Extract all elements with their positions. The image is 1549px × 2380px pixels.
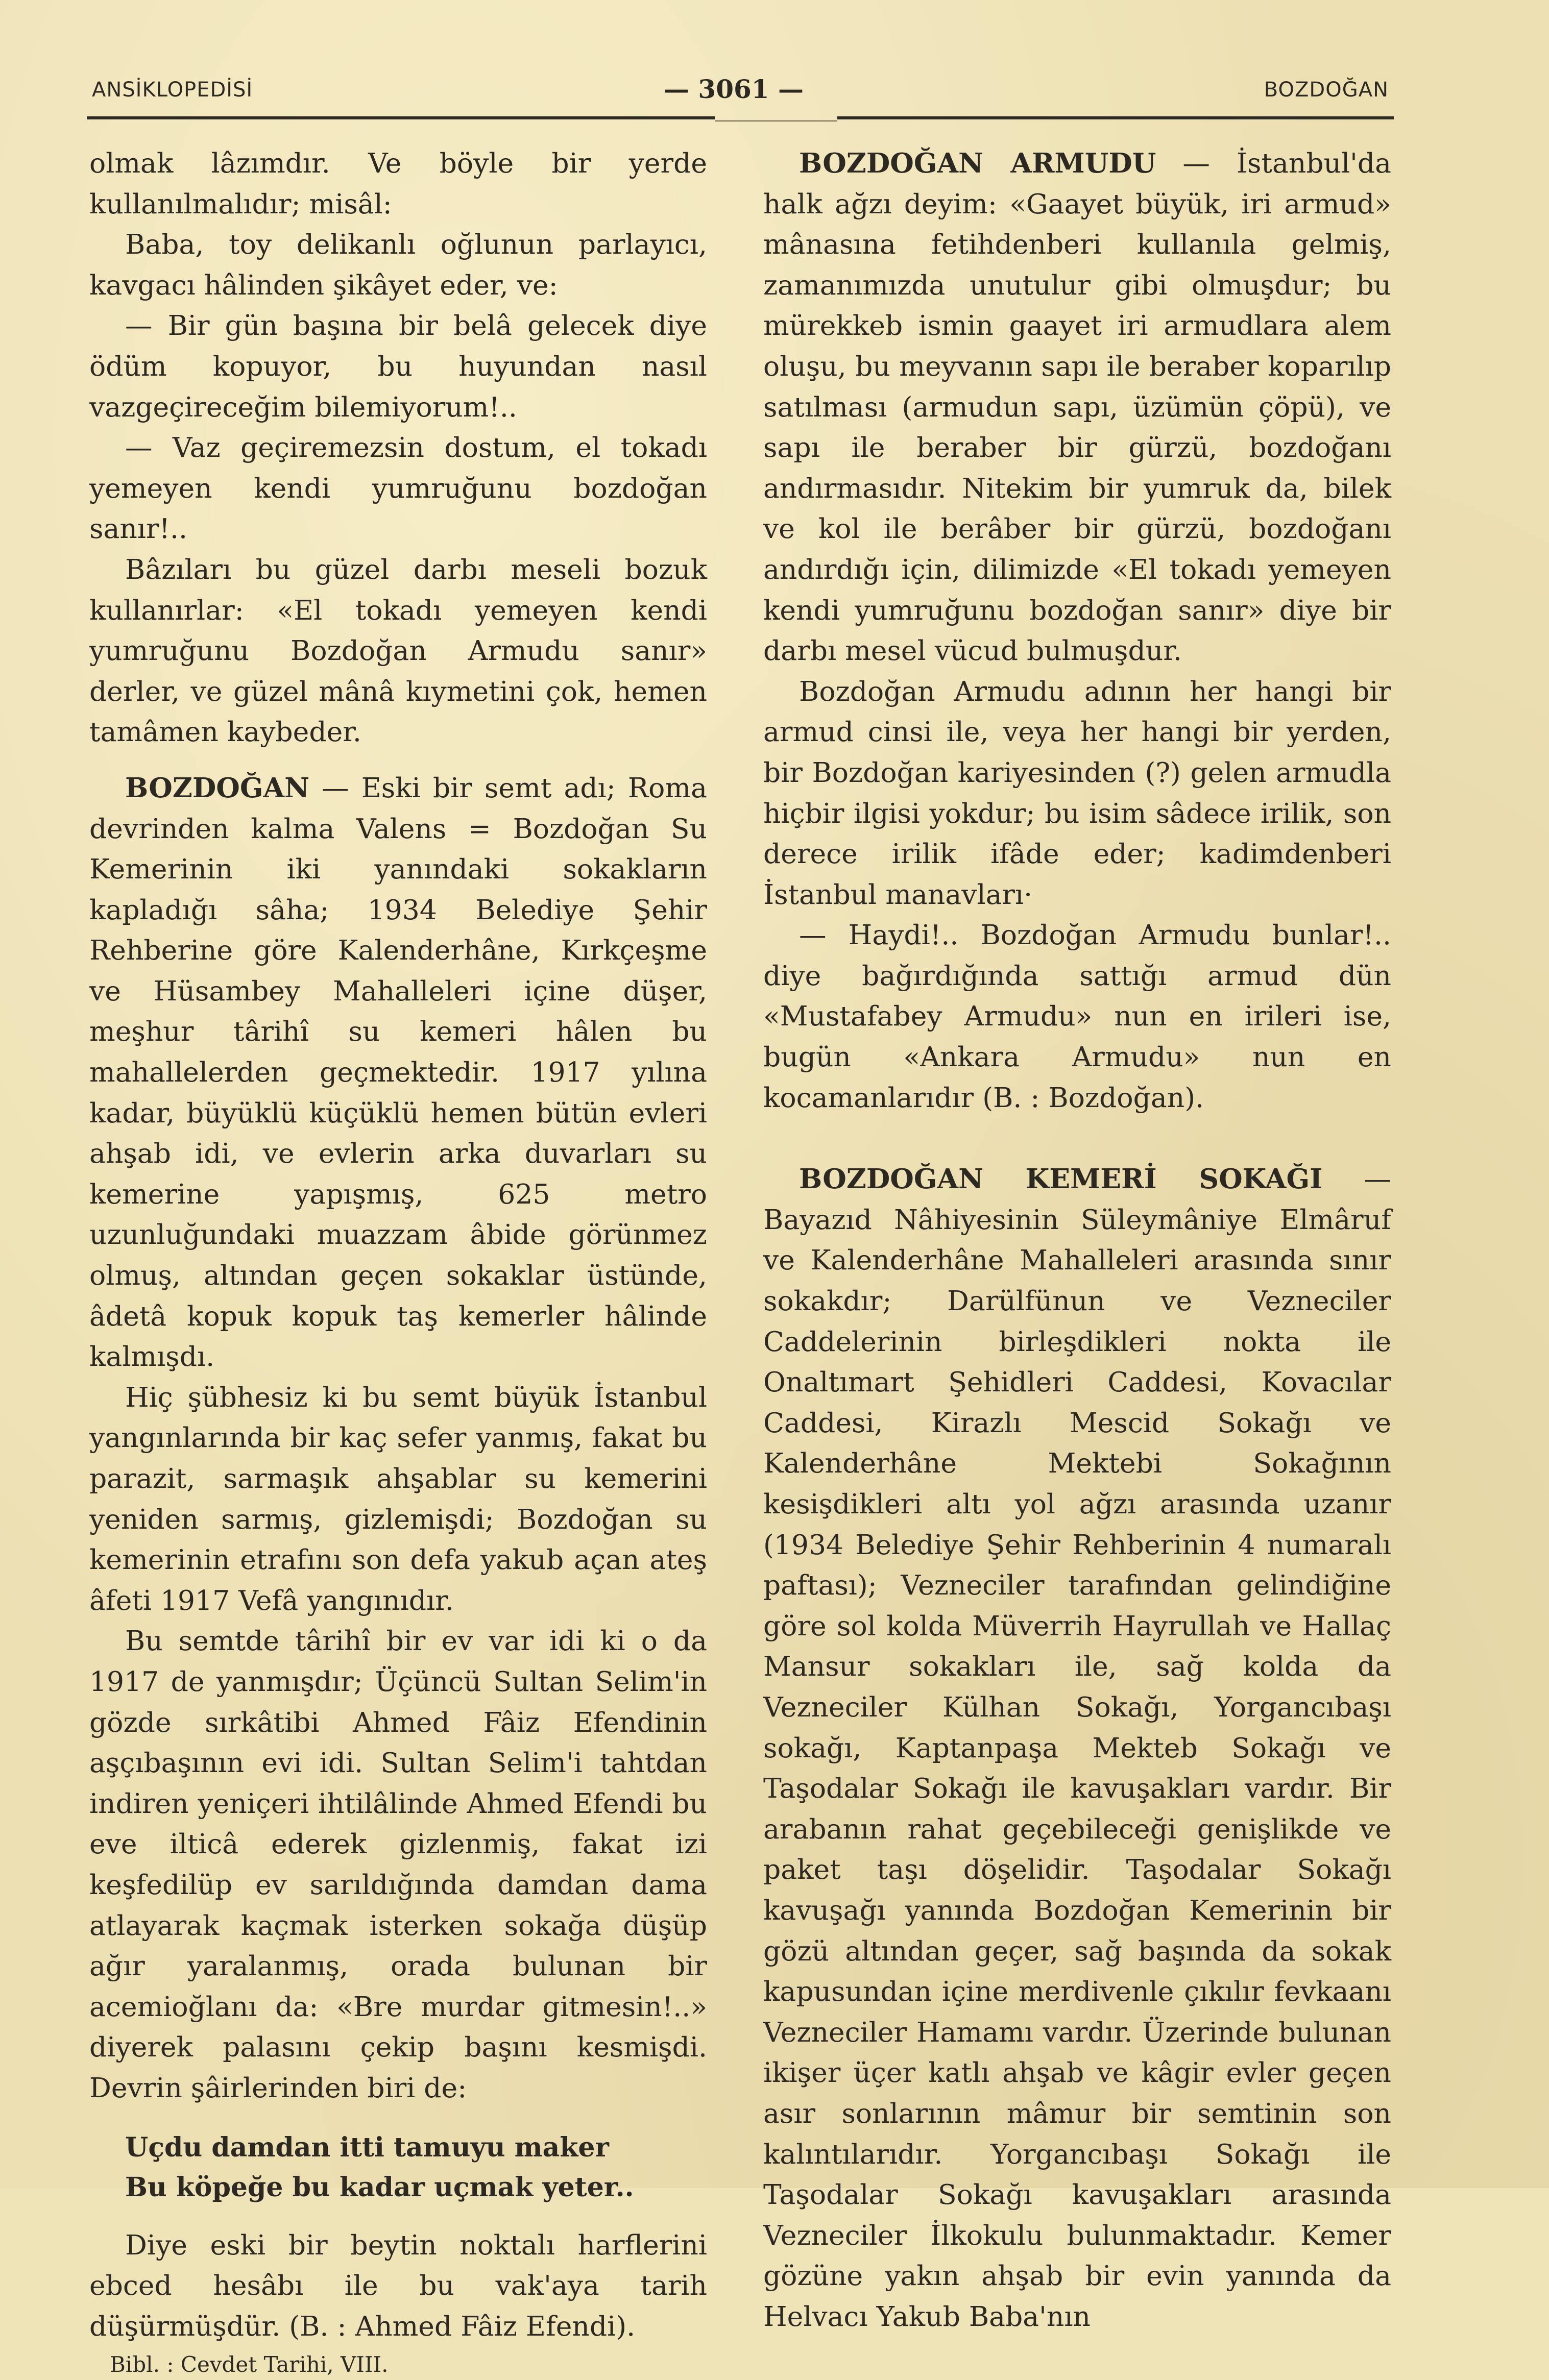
bibliography: Bibl. : Cevdet Tarihi, VIII. — [110, 2352, 389, 2377]
paragraph: olmak lâzımdır. Ve böyle bir yerde kullanılmalıdır; misâl: — [89, 147, 707, 220]
dialogue-line: — Bir gün başına bir belâ gelecek diye ödüm kopuyor, bu huyundan nasıl vazgeçireceğim bilemiyorum!.. — [89, 309, 707, 423]
paragraph: Bu semtde târihî bir ev var idi ki o da 1917 de yanmışdır; Üçüncü Sultan Selim'in gözde sırkâtibi Ahmed Fâiz Efendinin aşçıbaşının evi idi. Sultan Selim'i tahtdan indiren yeniçeri ihtilâlinde Ahmed Efendi bu eve ilticâ ederek gizlenmiş, fakat izi keşfedilüp ev sarıldığında damdan dama atlayarak kaçmak isterken sokağa düşüp ağır yaralanmış, orada bulunan bir acemioğlanı da: «Bre murdar gitmesin!..» diyerek palasını çekip başını kesmişdi. Devrin şâirlerinden biri de: — [89, 1625, 707, 2104]
running-head-right: BOZDOĞAN — [1264, 78, 1389, 102]
page-header — [92, 74, 1389, 110]
entry-body: — Eski bir semt adı; Roma devrinden kalma Valens = Bozdoğan Su Kemerinin iki yanındaki sokakların kapladığı sâha; 1934 Belediye Şehir Rehberine göre Kalenderhâne, Kırkçeşme ve Hüsambey Mahalleleri içine düşer, meşhur târihî su kemeri hâlen bu mahallelerden geçmektedir. 1917 yılına kadar, büyüklü küçüklü hemen bütün evleri ahşab idi, ve evlerin arka duvarları su kemerine yapışmış, 625 metro uzunluğundaki muazzam âbide görünmez olmuş, altından geçen sokaklar üstünde, âdetâ kopuk kopuk taş kemerler hâlinde kalmışdı. — [89, 771, 707, 1373]
entry-bozdogan-armudu — [763, 143, 1391, 671]
paragraph: Bozdoğan Armudu adının her hangi bir armud cinsi ile, veya her hangi bir yerden, bir Bozdoğan kariyesinden (?) gelen armudla hiçbir ilgisi yokdur; bu isim sâdece irilik, son derece irilik ifâde eder; kadimdenberi İstanbul manavları· — [763, 675, 1391, 911]
right-column — [763, 143, 1391, 2337]
header-rule-right — [837, 116, 1394, 119]
entry-bozdogan — [89, 768, 707, 1377]
verse-line: Bu köpeğe bu kadar uçmak yeter.. — [125, 2171, 634, 2203]
verse-line: Uçdu damdan itti tamuyu maker — [125, 2131, 609, 2163]
entry-body: — Bayazıd Nâhiyesinin Süleymâniye Elmâruf ve Kalenderhâne Mahalleleri arasında sınır sokakdır; Darülfünun ve Vezneciler Caddelerinin birleşdikleri nokta ile Onaltımart Şehidleri Caddesi, Kovacılar Caddesi, Kirazlı Mescid Sokağı ve Kalenderhâne Mektebi Sokağının kesişdikleri altı yol ağzı arasında uzanır (1934 Belediye Şehir Rehberinin 4 numaralı paftası); Vezneciler tarafından gelindiğine göre sol kolda Müverrih Hayrullah ve Hallaç Mansur sokakları ile, sağ kolda da Vezneciler Külhan Sokağı, Yorgancıbaşı sokağı, Kaptanpaşa Mekteb Sokağı ve Taşodalar Sokağı ile kavuşakları vardır. Bir arabanın rahat geçebileceği genişlikde ve paket taşı döşelidir. Taşodalar Sokağı kavuşağı yanında Bozdoğan Kemerinin bir gözü altından geçer, sağ başında da sokak kapusundan içine merdivenle çıkılır fevkaanı Vezneciler Hamamı vardır. Üzerinde bulunan ikişer üçer katlı ahşab ve kâgir evler geçen asır sonlarının mâmur bir semtinin son kalıntılarıdır. Yorgancıbaşı Sokağı ile Taşodalar Sokağı kavuşakları arasında Vezneciler İlkokulu bulunmaktadır. Kemer gözüne yakın ahşab bir evin yanında da Helvacı Yakub Baba'nın — [763, 1163, 1391, 2333]
entry-headword: BOZDOĞAN — [125, 771, 309, 804]
header-rule-left — [87, 116, 715, 119]
entry-bozdogan-kemeri-sokagi — [763, 1159, 1391, 2337]
entry-body: — İstanbul'da halk ağzı deyim: «Gaayet büyük, iri armud» mânasına fetihdenberi kullanıla gelmiş, zamanımızda unutulur gibi olmuşdur; bu mürekkeb ismin gaayet iri armudlara alem oluşu, bu meyvanın sapı ile beraber koparılıp satılması (armudun sapı, üzümün çöpü), ve sapı ile beraber bir gürzü, bozdoğanı andırmasıdır. Nitekim bir yumruk da, bilek ve kol ile berâber bir gürzü, bozdoğanı andırdığı için, dilimizde «El tokadı yemeyen kendi yumruğunu bozdoğan sanır» diye bir darbı mesel vücud bulmuşdur. — [763, 147, 1391, 667]
paragraph: Bâzıları bu güzel darbı meseli bozuk kullanırlar: «El tokadı yemeyen kendi yumruğunu Bozdoğan Armudu sanır» derler, ve güzel mânâ kıymetini çok, hemen tamâmen kaybeder. — [89, 553, 707, 748]
dialogue-line: — Vaz geçiremezsin dostum, el tokadı yemeyen kendi yumruğunu bozdoğan sanır!.. — [89, 431, 707, 545]
paragraph: Baba, toy delikanlı oğlunun parlayıcı, kavgacı hâlinden şikâyet eder, ve: — [89, 228, 707, 301]
verse-block — [125, 2128, 707, 2207]
paragraph: Diye eski bir beytin noktalı harflerini ebced hesâbı ile bu vak'aya tarih düşürmüşdür. (B. : Ahmed Fâiz Efendi). — [89, 2228, 707, 2342]
left-column — [89, 143, 707, 2380]
running-head-left: ANSİKLOPEDİSİ — [92, 78, 253, 102]
entry-headword: BOZDOĞAN ARMUDU — [799, 147, 1156, 179]
header-rule-center — [715, 120, 837, 121]
dialogue-line: — Haydi!.. Bozdoğan Armudu bunlar!.. diye bağırdığında sattığı armud dün «Mustafabey Armudu» nun en irileri ise, bugün «Ankara Armudu» nun en kocamanlarıdır (B. : Bozdoğan). — [763, 919, 1391, 1114]
paragraph: Hiç şübhesiz ki bu semt büyük İstanbul yangınlarında bir kaç sefer yanmış, fakat bu parazit, sarmaşık ahşablar su kemerini yeniden sarmış, gizlemişdi; Bozdoğan su kemerinin etrafını son defa yakub açan ateş âfeti 1917 Vefâ yangınıdır. — [89, 1381, 707, 1616]
entry-headword: BOZDOĞAN KEMERİ SOKAĞI — [799, 1163, 1323, 1195]
page-number: — 3061 — — [664, 74, 804, 104]
